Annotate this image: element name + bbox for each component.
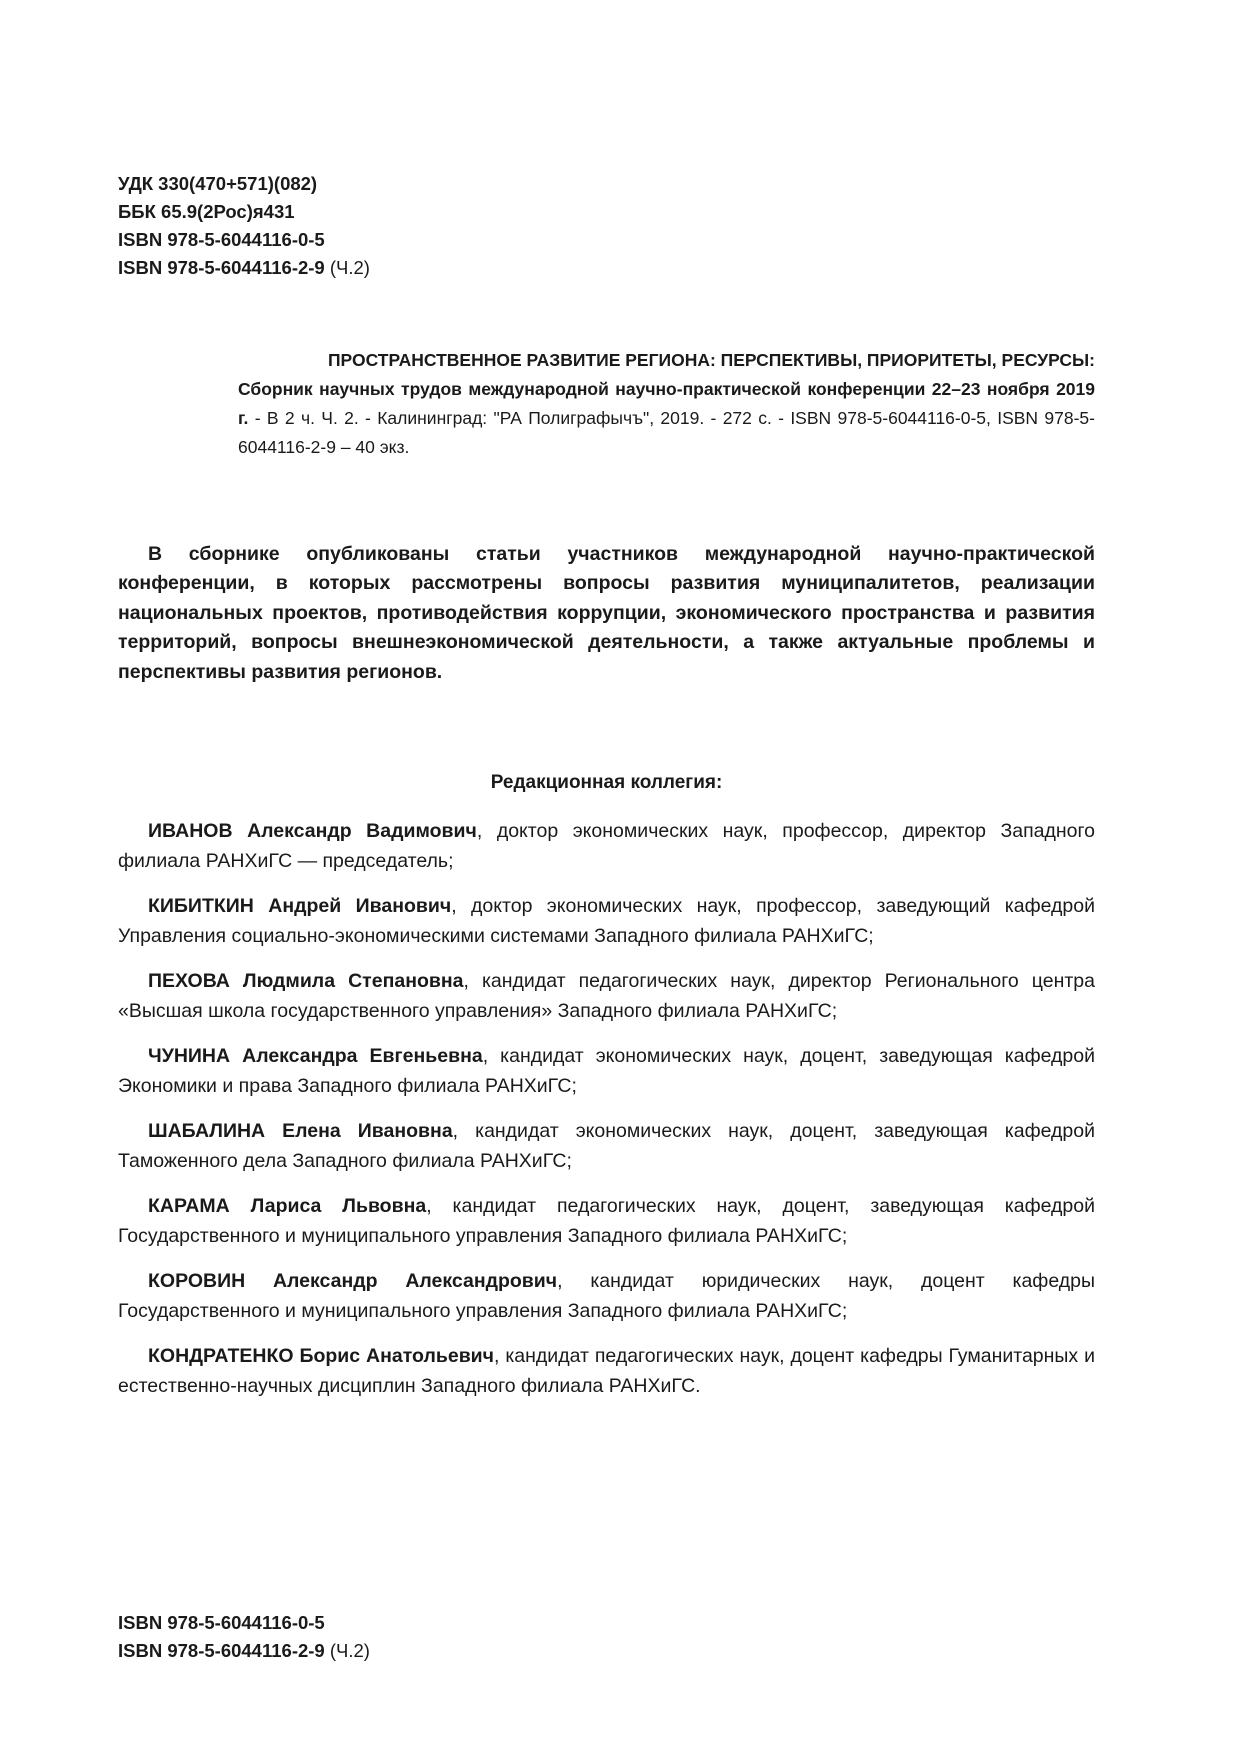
member-description: , кандидат юридических наук, доцент кафедры Государственного и муниципального управления Западного филиала РАНХиГС; — [118, 1270, 1096, 1322]
board-member — [118, 1192, 1095, 1251]
member-name: КОРОВИН Александр Александрович — [148, 1270, 558, 1292]
isbn-part: ISBN 978-5-6044116-2-9 — [118, 257, 325, 278]
member-description: , кандидат педагогических наук, директор Регионального центра «Высшая школа государственного управления» Западного филиала РАНХиГС; — [118, 970, 1095, 1022]
member-name: КОНДРАТЕНКО Борис Анатольевич — [148, 1345, 494, 1367]
bottom-isbn-part: ISBN 978-5-6044116-2-9 — [118, 1640, 325, 1661]
board-member — [118, 1267, 1095, 1326]
member-name: ЧУНИНА Александра Евгеньевна — [148, 1045, 483, 1067]
board-member — [118, 892, 1095, 951]
bbk-code: ББК 65.9(2Рос)я431 — [118, 201, 295, 222]
board-member — [118, 1342, 1095, 1401]
classification-codes — [118, 170, 370, 282]
bottom-isbn-general: ISBN 978-5-6044116-0-5 — [118, 1612, 325, 1633]
board-member — [118, 1117, 1095, 1176]
member-name: КАРАМА Лариса Львовна — [148, 1195, 427, 1217]
member-description: , кандидат экономических наук, доцент, заведующая кафедрой Экономики и права Западного филиала РАНХиГС; — [118, 1045, 1096, 1097]
isbn-general: ISBN 978-5-6044116-0-5 — [118, 229, 325, 250]
member-description: , кандидат экономических наук, доцент, заведующая кафедрой Таможенного дела Западного филиала РАНХиГС; — [118, 1120, 1095, 1172]
bottom-isbn-part-line — [118, 1637, 370, 1665]
isbn-part-label: (Ч.2) — [329, 257, 370, 278]
member-name: ШАБАЛИНА Елена Ивановна — [148, 1120, 453, 1142]
member-name: КИБИТКИН Андрей Иванович — [148, 895, 452, 917]
board-member — [118, 817, 1095, 876]
board-member — [118, 1042, 1095, 1101]
udk-code: УДК 330(470+571)(082) — [118, 173, 318, 194]
editorial-board-list — [118, 817, 1095, 1417]
member-name: ПЕХОВА Людмила Степановна — [148, 970, 464, 992]
book-title: ПРОСТРАНСТВЕННОЕ РАЗВИТИЕ РЕГИОНА: ПЕРСПЕКТИВЫ, ПРИОРИТЕТЫ, РЕСУРСЫ: — [327, 350, 1095, 370]
isbn-part-line — [118, 254, 370, 282]
member-name: ИВАНОВ Александр Вадимович — [148, 820, 477, 842]
member-description: , доктор экономических наук, профессор, заведующий кафедрой Управления социально-экономическими системами Западного филиала РАНХиГС; — [118, 895, 1095, 947]
bibliographic-record — [238, 346, 1095, 462]
member-description: , доктор экономических наук, профессор, директор Западного филиала РАНХиГС — председатель; — [118, 820, 1096, 872]
member-description: , кандидат педагогических наук, доцент, заведующая кафедрой Государственного и муниципального управления Западного филиала РАНХиГС; — [118, 1195, 1095, 1247]
abstract: В сборнике опубликованы статьи участников международной научно-практической конференции, в которых рассмотрены вопросы развития муниципалитетов, реализации национальных проектов, противодействия коррупции, экономического пространства и развития территорий, вопросы внешнеэкономической деятельности, а также актуальные проблемы и перспективы развития регионов. — [118, 542, 1095, 683]
member-description: , кандидат педагогических наук, доцент кафедры Гуманитарных и естественно-научных дисциплин Западного филиала РАНХиГС. — [118, 1345, 1096, 1397]
book-details: - В 2 ч. Ч. 2. - Калининград: "РА Полиграфычъ", 2019. - 272 с. - ISBN 978-5-6044116-0-5, ISBN 978-5-6044116-2-9 – 40 экз. — [238, 408, 1095, 457]
bottom-isbn-block — [118, 1609, 370, 1665]
editorial-board-title: Редакционная коллегия: — [490, 772, 723, 793]
board-member — [118, 967, 1095, 1026]
book-subtitle: Сборник научных трудов международной научно-практической конференции 22–23 ноября 2019 г. — [238, 379, 1095, 428]
bottom-isbn-part-label: (Ч.2) — [329, 1640, 370, 1661]
